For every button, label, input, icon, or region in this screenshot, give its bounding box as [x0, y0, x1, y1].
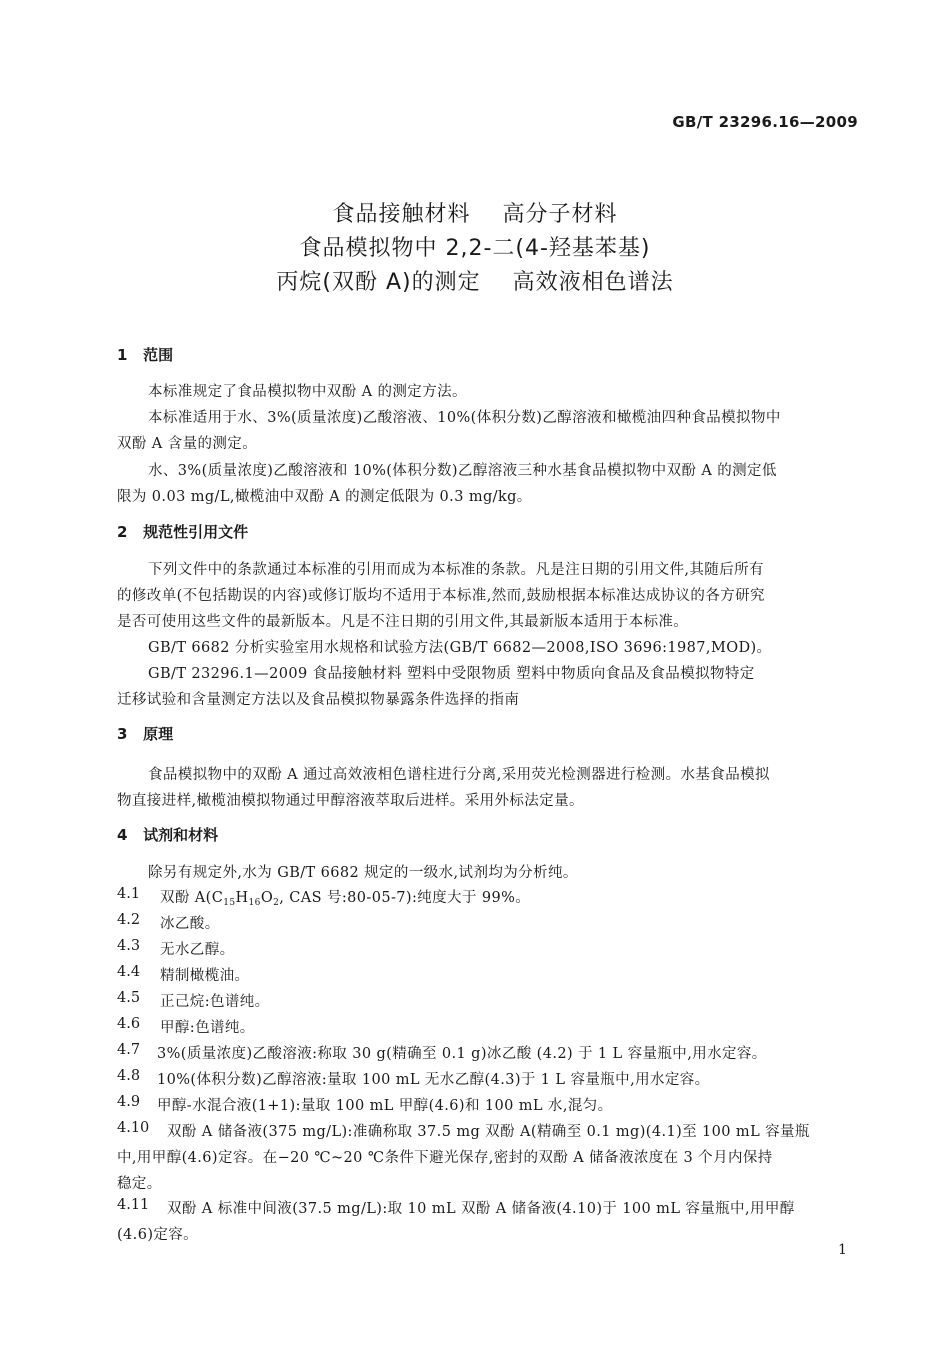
item-text: 精制橄榄油。 — [160, 968, 250, 984]
paragraph-line: 物直接进样,橄榄油模拟物通过甲醇溶液萃取后进样。采用外标法定量。 — [117, 793, 584, 809]
paragraph-line: 本标准规定了食品模拟物中双酚 A 的测定方法。 — [148, 384, 467, 400]
paragraph-line: 的修改单(不包括勘误的内容)或修订版均不适用于本标准,然而,鼓励根据本标准达成协议的各方研究 — [117, 588, 765, 604]
item-text: 3%(质量浓度)乙酸溶液:称取 30 g(精确至 0.1 g)冰乙酸 (4.2) 于 1 L 容量瓶中,用水定容。 — [157, 1046, 767, 1062]
item-text: 稳定。 — [117, 1176, 162, 1192]
item-number: 4.2 — [117, 912, 141, 928]
reference-line: GB/T 23296.1—2009 食品接触材料 塑料中受限物质 塑料中物质向食品及食品模拟物特定 — [148, 666, 755, 682]
item-number: 4.3 — [117, 938, 141, 954]
paragraph-line: 是否可使用这些文件的最新版本。凡是不注日期的引用文件,其最新版本适用于本标准。 — [117, 614, 689, 630]
item-text: 冰乙酸。 — [160, 916, 220, 932]
paragraph-line: 除另有规定外,水为 GB/T 6682 规定的一级水,试剂均为分析纯。 — [148, 865, 578, 881]
section-heading-reagents: 4 试剂和材料 — [117, 826, 219, 844]
item-number: 4.7 — [117, 1042, 141, 1058]
standard-number: GB/T 23296.16—2009 — [672, 113, 858, 131]
item-text: 甲醇-水混合液(1+1):量取 100 mL 甲醇(4.6)和 100 mL 水,混匀。 — [157, 1098, 613, 1114]
paragraph-line: 水、3%(质量浓度)乙酸溶液和 10%(体积分数)乙醇溶液三种水基食品模拟物中双酚 A 的测定低 — [148, 463, 777, 479]
paragraph-line: 食品模拟物中的双酚 A 通过高效液相色谱柱进行分离,采用荧光检测器进行检测。水基食品模拟 — [148, 767, 770, 783]
item-text: 中,用甲醇(4.6)定容。在−20 ℃~20 ℃条件下避光保存,密封的双酚 A 储备液浓度在 3 个月内保持 — [117, 1150, 773, 1166]
section-heading-scope: 1 范围 — [117, 346, 174, 364]
item-text: 双酚 A 标准中间液(37.5 mg/L):取 10 mL 双酚 A 储备液(4.10)于 100 mL 容量瓶中,用甲醇 — [167, 1201, 795, 1217]
item-text: (4.6)定容。 — [117, 1227, 199, 1243]
title-line-3: 丙烷(双酚 A)的测定 高效液相色谱法 — [276, 270, 674, 295]
reference-line: GB/T 6682 分析实验室用水规格和试验方法(GB/T 6682—2008,ISO 3696:1987,MOD)。 — [148, 640, 772, 656]
section-heading-principle: 3 原理 — [117, 725, 174, 743]
item-number: 4.1 — [117, 886, 141, 902]
item-text: 无水乙醇。 — [160, 942, 235, 958]
paragraph-line: 限为 0.03 mg/L,橄榄油中双酚 A 的测定低限为 0.3 mg/kg。 — [117, 489, 532, 505]
title-line-2: 食品模拟物中 2,2-二(4-羟基苯基) — [299, 236, 651, 261]
item-number: 4.6 — [117, 1016, 141, 1032]
paragraph-line: 本标准适用于水、3%(质量浓度)乙酸溶液、10%(体积分数)乙醇溶液和橄榄油四种食品模拟物中 — [148, 410, 781, 426]
title-line-1: 食品接触材料 高分子材料 — [332, 202, 618, 227]
page-number: 1 — [838, 1242, 847, 1258]
item-text: 甲醇:色谱纯。 — [160, 1020, 255, 1036]
item-text: 10%(体积分数)乙醇溶液:量取 100 mL 无水乙醇(4.3)于 1 L 容量瓶中,用水定容。 — [157, 1072, 710, 1088]
item-number: 4.9 — [117, 1094, 141, 1110]
paragraph-line: 双酚 A 含量的测定。 — [117, 436, 258, 452]
item-text: 双酚 A 储备液(375 mg/L):准确称取 37.5 mg 双酚 A(精确至 0.1 mg)(4.1)至 100 mL 容量瓶 — [167, 1124, 810, 1140]
item-number: 4.8 — [117, 1068, 141, 1084]
item-number: 4.10 — [117, 1120, 150, 1136]
item-text: 双酚 $A(C_{15}H_{16}O_2$, CAS 号:80-05-7):纯度大于 99%。 — [160, 890, 531, 908]
item-text: 正己烷:色谱纯。 — [160, 994, 270, 1010]
paragraph-line: 下列文件中的条款通过本标准的引用而成为本标准的条款。凡是注日期的引用文件,其随后所有 — [148, 562, 764, 578]
reference-line: 迁移试验和含量测定方法以及食品模拟物暴露条件选择的指南 — [117, 692, 520, 708]
item-number: 4.11 — [117, 1197, 150, 1213]
item-number: 4.4 — [117, 964, 141, 980]
section-heading-normative-references: 2 规范性引用文件 — [117, 523, 249, 541]
item-number: 4.5 — [117, 990, 141, 1006]
